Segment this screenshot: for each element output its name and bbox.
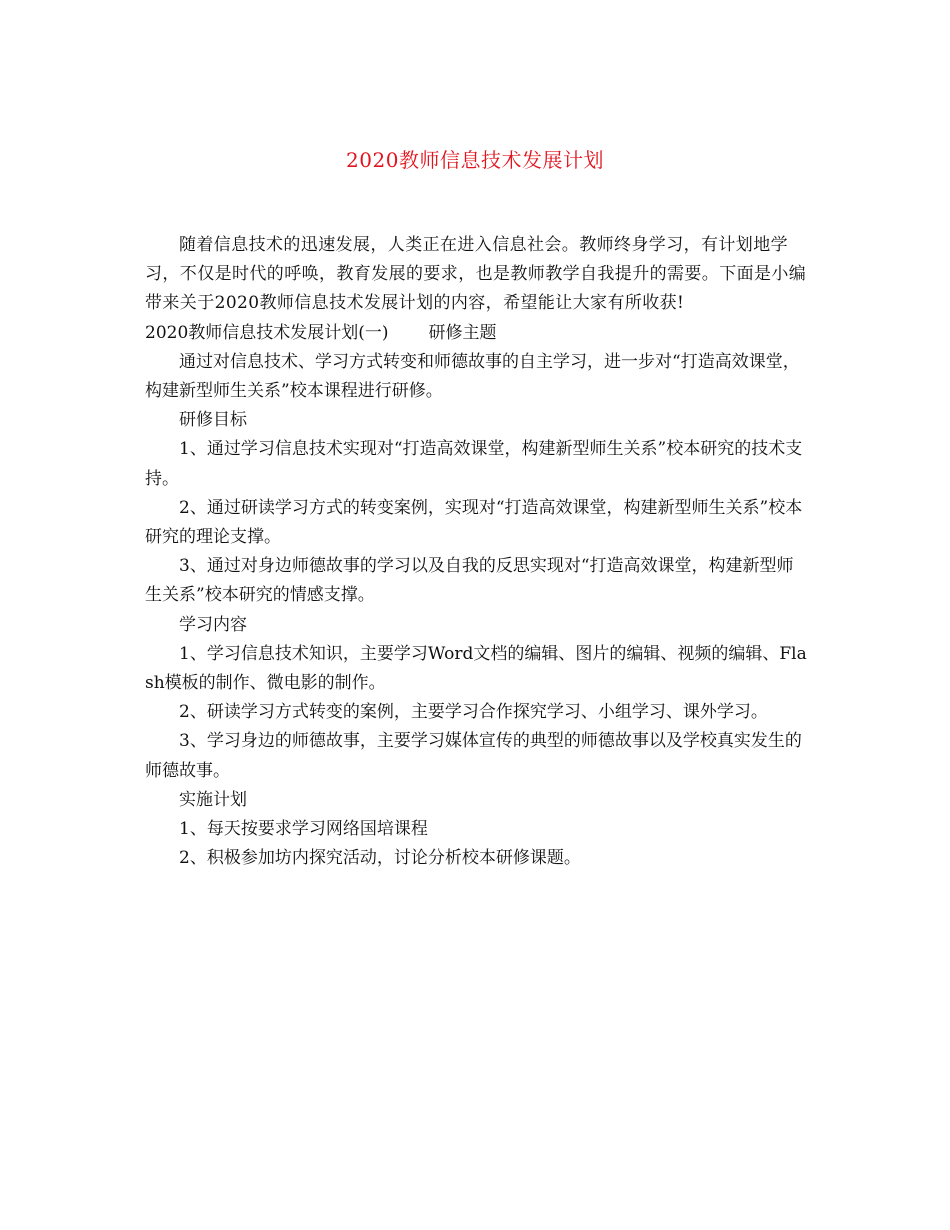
goal-item-2: 2、通过研读学习方式的转变案例，实现对“打造高效课堂，构建新型师生关系”校本研究的理论支撑。 [145, 497, 803, 548]
goal-item-3: 3、通过对身边师德故事的学习以及自我的反思实现对“打造高效课堂，构建新型师生关系”校本研究的情感支撑。 [145, 556, 794, 606]
heading-content: 学习内容 [179, 614, 247, 635]
section-subtitle: 研修主题 [428, 322, 497, 343]
section-heading [145, 319, 810, 348]
section-title: 2020教师信息技术发展计划(一) [145, 322, 389, 343]
heading-goals: 研修目标 [179, 410, 247, 431]
goal-item-1: 1、通过学习信息技术实现对“打造高效课堂，构建新型师生关系”校本研究的技术支持。 [145, 439, 803, 489]
document-body [145, 231, 810, 873]
content-item-3: 3、学习身边的师德故事，主要学习媒体宣传的典型的师德故事以及学校真实发生的师德故事。 [145, 731, 802, 781]
document-title: 2020教师信息技术发展计划 [346, 148, 604, 172]
intro-paragraph: 随着信息技术的迅速发展，人类正在进入信息社会。教师终身学习，有计划地学习，不仅是时代的呼唤，教育发展的要求，也是教师教学自我提升的需要。下面是小编带来关于2020教师信息技术发展计划的内容，希望能让大家有所收获! [145, 235, 807, 314]
heading-plan: 实施计划 [179, 789, 247, 810]
plan-item-1: 1、每天按要求学习网络国培课程 [179, 819, 428, 840]
plan-item-2: 2、积极参加坊内探究活动，讨论分析校本研修课题。 [179, 848, 581, 869]
paragraph-topic: 通过对信息技术、学习方式转变和师德故事的自主学习，进一步对“打造高效课堂，构建新型师生关系”校本课程进行研修。 [145, 351, 800, 402]
content-item-1: 1、学习信息技术知识，主要学习Word文档的编辑、图片的编辑、视频的编辑、Flash模板的制作、微电影的制作。 [145, 643, 807, 694]
content-item-2: 2、研读学习方式转变的案例，主要学习合作探究学习、小组学习、课外学习。 [179, 702, 768, 723]
